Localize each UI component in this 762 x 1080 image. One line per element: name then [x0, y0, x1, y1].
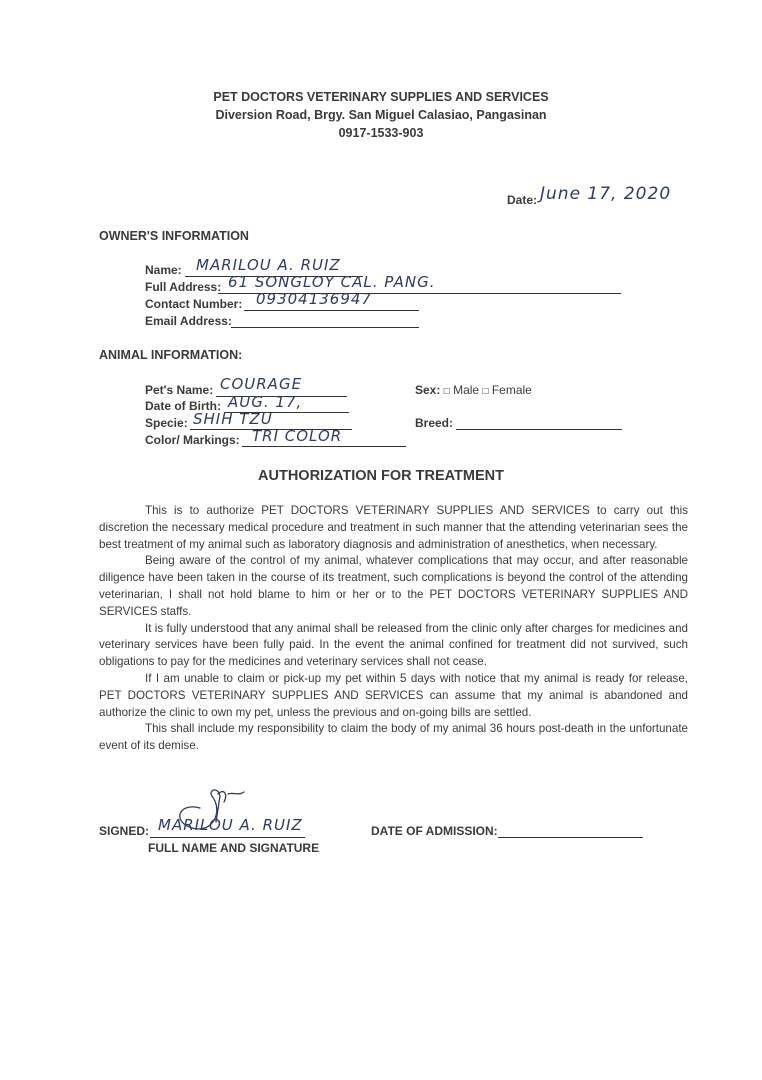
- contact-number-value[interactable]: 09304136947: [256, 290, 372, 308]
- signed-label: SIGNED:: [99, 824, 150, 838]
- signed-line: [150, 837, 305, 838]
- email-label: Email Address:: [145, 314, 232, 328]
- authorization-body: [99, 503, 688, 755]
- admission-date-line: [498, 837, 643, 838]
- authorization-title: AUTHORIZATION FOR TREATMENT: [258, 468, 504, 484]
- animal-heading: ANIMAL INFORMATION:: [99, 348, 243, 362]
- specie-label: Specie:: [145, 416, 188, 430]
- authorization-paragraph: This is to authorize PET DOCTORS VETERINARY SUPPLIES AND SERVICES to carry out this discretion the necessary medical procedure and treatment in such manner that the attending veterinarian sees the best treatment of my animal such as laboratory diagnosis and administration of anesthetics, when necessary.: [99, 504, 688, 551]
- owner-address-label: Full Address:: [145, 280, 222, 294]
- dob-label: Date of Birth:: [145, 399, 221, 413]
- contact-number-label: Contact Number:: [145, 297, 243, 311]
- signed-value[interactable]: MARILOU A. RUIZ: [158, 816, 303, 834]
- female-checkbox[interactable]: □: [482, 386, 489, 397]
- breed-line: [456, 429, 622, 430]
- male-option-label: Male: [453, 383, 480, 397]
- sex-label: Sex:: [415, 383, 441, 397]
- email-line: [231, 327, 419, 328]
- owner-name-value[interactable]: MARILOU A. RUIZ: [196, 256, 341, 274]
- owner-name-label: Name:: [145, 263, 182, 277]
- company-name: PET DOCTORS VETERINARY SUPPLIES AND SERVICES: [213, 90, 549, 104]
- signature-caption: FULL NAME AND SIGNATURE: [148, 841, 320, 855]
- owner-address-value[interactable]: 61 SONGLOY CAL. PANG.: [228, 273, 436, 291]
- female-option-label: Female: [491, 383, 532, 397]
- pet-name-label: Pet's Name:: [145, 383, 214, 397]
- date-label: Date:: [507, 193, 538, 207]
- authorization-paragraph: If I am unable to claim or pick-up my pet within 5 days with notice that my animal is ready for release, PET DOCTORS VETERINARY SUPPLIES AND SERVICES can assume that my animal is abandoned and authorize the clinic to own my pet, unless the previous and on-going bills are settled.: [99, 671, 688, 719]
- authorization-paragraph: This shall include my responsibility to claim the body of my animal 36 hours post-death in the unfortunate event of its demise.: [99, 722, 688, 753]
- color-markings-value[interactable]: TRI COLOR: [252, 427, 343, 445]
- sex-field: [415, 383, 532, 397]
- dob-value[interactable]: AUG. 17,: [228, 393, 303, 411]
- date-value[interactable]: June 17, 2020: [540, 184, 672, 204]
- contact-number-line: [244, 310, 419, 311]
- breed-label: Breed:: [415, 416, 454, 430]
- company-phone: 0917-1533-903: [338, 126, 424, 140]
- specie-value[interactable]: SHIH TZU: [193, 410, 273, 428]
- color-markings-label: Color/ Markings:: [145, 433, 240, 447]
- pet-name-value[interactable]: COURAGE: [220, 375, 303, 393]
- owner-heading: OWNER'S INFORMATION: [99, 229, 249, 243]
- admission-date-label: DATE OF ADMISSION:: [371, 824, 498, 838]
- company-address: Diversion Road, Brgy. San Miguel Calasiao, Pangasinan: [215, 108, 547, 122]
- male-checkbox[interactable]: □: [443, 386, 450, 397]
- authorization-paragraph: It is fully understood that any animal shall be released from the clinic only after charges for medicines and veterinary services have been fully paid. In the event the animal confined for treatment did not survived, such obligations to pay for the medicines and veterinary services shall not cease.: [99, 621, 688, 669]
- color-markings-line: [242, 446, 406, 447]
- authorization-paragraph: Being aware of the control of my animal, whatever complications that may occur, and after reasonable diligence have been taken in the course of its treatment, such complications is beyond the control of the attending veterinarian, I shall not hold blame to him or her or to the PET DOCTORS VETERINARY SUPPLIES AND SERVICES staffs.: [99, 554, 688, 618]
